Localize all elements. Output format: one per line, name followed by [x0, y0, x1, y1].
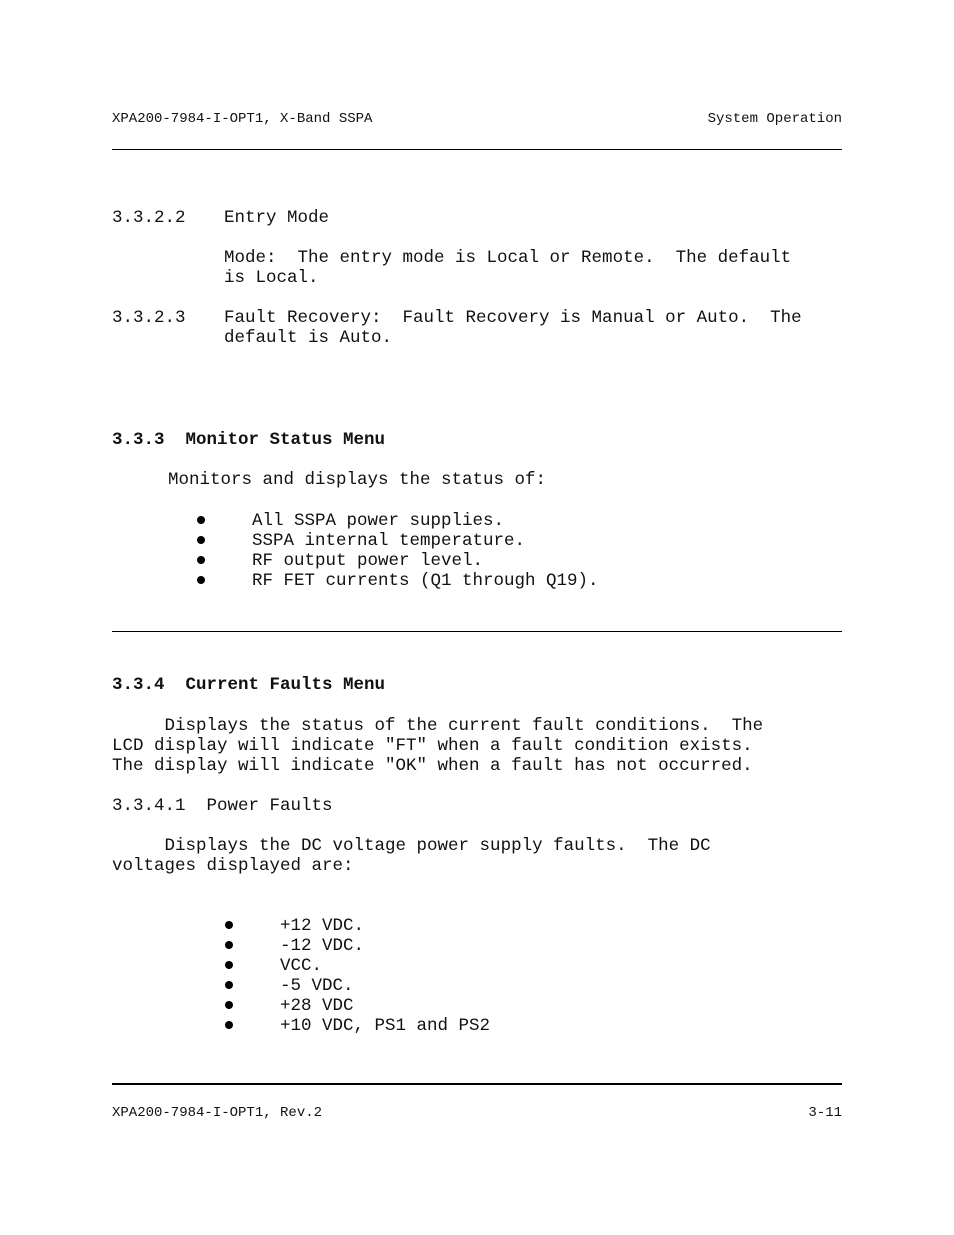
bullet-icon — [197, 516, 205, 524]
footer-rule — [112, 1083, 842, 1085]
power-faults-line2: voltages displayed are: — [112, 856, 354, 876]
monitor-intro: Monitors and displays the status of: — [168, 470, 547, 490]
monitor-item-3: RF output power level. — [252, 551, 484, 571]
voltage-item-6: +10 VDC, PS1 and PS2 — [280, 1016, 491, 1036]
fault-recovery-line2: default is Auto. — [224, 328, 393, 348]
voltage-item-3: VCC. — [280, 956, 323, 976]
entry-mode-line1: Mode: The entry mode is Local or Remote. The default — [224, 248, 792, 268]
bullet-icon — [225, 1021, 233, 1029]
monitor-item-1: All SSPA power supplies. — [252, 511, 505, 531]
power-faults-line1: Displays the DC voltage power supply faults. The DC — [112, 836, 711, 856]
section-number-3323: 3.3.2.3 — [112, 308, 186, 328]
bullet-icon — [225, 1001, 233, 1009]
current-faults-line2: LCD display will indicate "FT" when a fault condition exists. — [112, 736, 753, 756]
bullet-icon — [197, 536, 205, 544]
entry-mode-line2: is Local. — [224, 268, 319, 288]
section-number-3322: 3.3.2.2 — [112, 208, 186, 228]
bullet-icon — [225, 941, 233, 949]
heading-power-faults: 3.3.4.1 Power Faults — [112, 796, 333, 816]
bullet-icon — [197, 556, 205, 564]
monitor-item-4: RF FET currents (Q1 through Q19). — [252, 571, 599, 591]
voltage-item-4: -5 VDC. — [280, 976, 354, 996]
section-divider — [112, 631, 842, 632]
bullet-icon — [225, 981, 233, 989]
header-left: XPA200-7984-I-OPT1, X-Band SSPA — [112, 111, 373, 127]
current-faults-line1: Displays the status of the current fault conditions. The — [112, 716, 764, 736]
voltage-item-1: +12 VDC. — [280, 916, 365, 936]
bullet-icon — [225, 961, 233, 969]
heading-current-faults-menu: 3.3.4 Current Faults Menu — [112, 675, 386, 695]
bullet-icon — [225, 921, 233, 929]
heading-monitor-status-menu: 3.3.3 Monitor Status Menu — [112, 430, 386, 450]
section-title-entry-mode: Entry Mode — [224, 208, 330, 228]
fault-recovery-line1: Fault Recovery: Fault Recovery is Manual or Auto. The — [224, 308, 802, 328]
bullet-icon — [197, 576, 205, 584]
voltage-item-2: -12 VDC. — [280, 936, 365, 956]
monitor-item-2: SSPA internal temperature. — [252, 531, 526, 551]
current-faults-line3: The display will indicate "OK" when a fault has not occurred. — [112, 756, 753, 776]
page-number: 3-11 — [808, 1105, 842, 1121]
header-rule — [112, 149, 842, 150]
voltage-item-5: +28 VDC — [280, 996, 354, 1016]
footer-left: XPA200-7984-I-OPT1, Rev.2 — [112, 1105, 323, 1121]
header-right: System Operation — [707, 111, 842, 127]
